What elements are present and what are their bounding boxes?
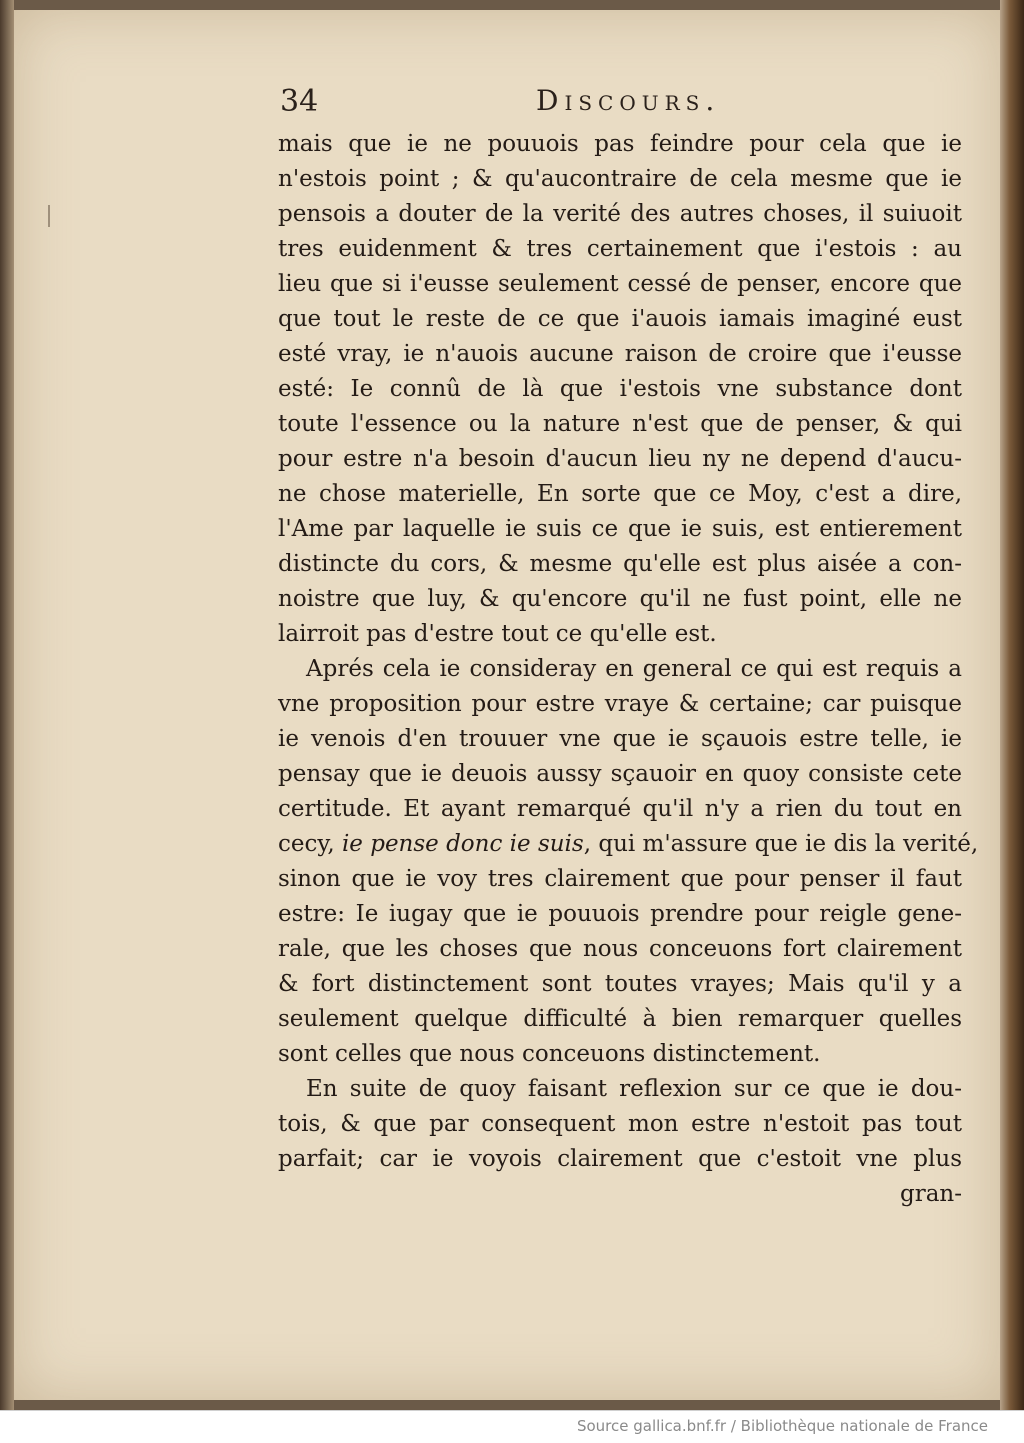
text-line: parfait; car ie voyois clairement que c'estoit vne plus [278, 1146, 962, 1172]
catchword: gran- [899, 1181, 962, 1207]
page-number: 34 [280, 84, 319, 119]
text-line: vne proposition pour estre vraye & certaine; car puisque [278, 691, 962, 717]
text-line: distincte du cors, & mesme qu'elle est plus aisée a con- [278, 551, 962, 577]
text-line: tres euidenment & tres certainement que i'estois : au [278, 236, 962, 262]
text-line: estre: Ie iugay que ie pouuois prendre pour reigle gene- [278, 901, 962, 927]
text-line: esté: Ie connû de là que i'estois vne substance dont [278, 376, 962, 402]
text-line: certitude. Et ayant remarqué qu'il n'y a rien du tout en [278, 796, 962, 822]
text-line: lieu que si i'eusse seulement cessé de penser, encore que [278, 271, 962, 297]
text-line: sont celles que nous conceuons distinctement. [278, 1041, 821, 1067]
cogito-italic: ie pense donc ie suis [341, 831, 584, 857]
cogito-line [278, 827, 979, 862]
text-line: rale, que les choses que nous conceuons fort clairement [278, 936, 962, 962]
text-line: & fort distinctement sont toutes vrayes; Mais qu'il y a [278, 971, 962, 997]
book-spine-left [0, 0, 14, 1410]
text-line: ne chose materielle, En sorte que ce Moy, c'est a dire, [278, 481, 962, 507]
text-line: pensois a douter de la verité des autres choses, il suiuoit [278, 201, 962, 227]
text-line: pour estre n'a besoin d'aucun lieu ny ne depend d'aucu- [278, 446, 962, 472]
text-line: lairroit pas d'estre tout ce qu'elle est. [278, 621, 717, 647]
running-head [280, 84, 960, 124]
text-line: noistre que luy, & qu'encore qu'il ne fust point, elle ne [278, 586, 962, 612]
margin-mark [48, 205, 50, 227]
text-line: n'estois point ; & qu'aucontraire de cela mesme que ie [278, 166, 962, 192]
text-line: En suite de quoy faisant reflexion sur ce que ie dou- [306, 1076, 962, 1102]
cogito-after: , qui m'assure que ie dis la verité, [583, 831, 979, 857]
book-page-edge [1000, 0, 1024, 1410]
text-line: toute l'essence ou la nature n'est que de penser, & qui [278, 411, 962, 437]
text-line: mais que ie ne pouuois pas feindre pour cela que ie [278, 131, 962, 157]
text-line: Aprés cela ie consideray en general ce qui est requis a [306, 656, 962, 682]
running-title: Discours. [536, 84, 721, 117]
source-credit: Source gallica.bnf.fr / Bibliothèque nationale de France [576, 1417, 988, 1435]
text-line: ie venois d'en trouuer vne que ie sçauois estre telle, ie [278, 726, 962, 752]
text-line: que tout le reste de ce que i'auois iamais imaginé eust [278, 306, 962, 332]
text-line: seulement quelque difficulté à bien remarquer quelles [278, 1006, 962, 1032]
body-text [278, 127, 979, 1212]
text-line: esté vray, ie n'auois aucune raison de croire que i'eusse [278, 341, 962, 367]
text-line: tois, & que par consequent mon estre n'estoit pas tout [278, 1111, 962, 1137]
footer-bar [0, 1410, 1024, 1443]
text-line: pensay que ie deuois aussy sçauoir en quoy consiste cete [278, 761, 962, 787]
cogito-before: cecy, [278, 831, 342, 857]
text-line: l'Ame par laquelle ie suis ce que ie suis, est entierement [278, 516, 962, 542]
text-line: sinon que ie voy tres clairement que pour penser il faut [278, 866, 962, 892]
